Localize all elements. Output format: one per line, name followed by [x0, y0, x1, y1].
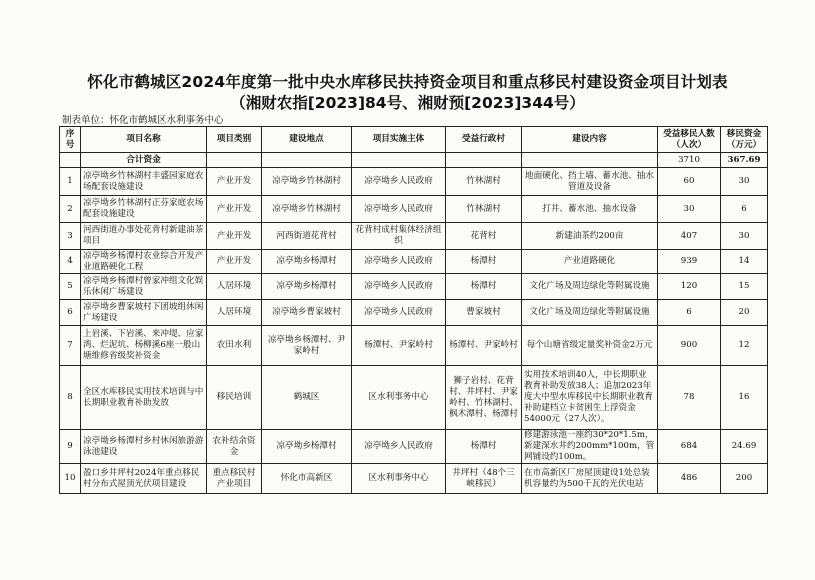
table-row: 5 凉亭坳乡杨潭村曾家冲组文化娱乐休闲广场建设 人居环境 凉亭坳乡杨潭村 凉亭坳乡人民政府 杨潭村 文化广场及周边绿化等附属设施 120 15: [60, 274, 768, 300]
total-row: [60, 153, 768, 168]
total-label: 合计资金: [81, 153, 207, 168]
table-row: 6 凉亭坳乡曹家坡村下团坡组休闲广场建设 人居环境 凉亭坳乡曹家坡村 凉亭坳乡人民政府 曹家坡村 文化广场及周边绿化等附属设施 6 20: [60, 300, 768, 326]
table-row: 7 上岩溪、下岩溪、来冲堤、应家湾、烂泥坑、杨柳溪6座一般山塘维修省级奖补资金 农田水利 凉亭坳乡杨潭村、尹家岭村 杨潭村、尹家岭村 杨潭村、尹家岭村 每个山塘省级定量奖补资金2万元 900 12: [60, 326, 768, 366]
document-title: 怀化市鹤城区2024年度第一批中央水库移民扶持资金项目和重点移民村建设资金项目计划表: [87, 73, 728, 91]
table-body: [60, 168, 768, 494]
table-row: 2 凉亭坳乡竹林湖村正芬家庭农场配套设施建设 产业开发 凉亭坳乡竹林湖村 凉亭坳乡人民政府 竹林湖村 打井、蓄水池、抽水设备 30 6: [60, 196, 768, 223]
header-name: 项目名称: [81, 127, 207, 153]
header-location: 建设地点: [262, 127, 352, 153]
table-row: 8 全区水库移民实用技术培训与中长期职业教育补助发放 移民培训 鹤城区 区水利事务中心 狮子岩村、花背村、井坪村、尹家岭村、竹林湖村、枫木潭村、杨潭村 实用技术培训40人，中长期职业教育补助发放38人；追加2023年度大中型水库移民中长期职业教育补助建档立卡贫困生上浮资金54000元（27人次）。 78 16: [60, 366, 768, 430]
total-funds: 367.69: [721, 153, 768, 168]
header-people: 受益移民人数（人次）: [658, 127, 721, 153]
header-entity: 项目实施主体: [352, 127, 446, 153]
table-row: 3 河西街道办事处花背村新建油茶项目 产业开发 河西街道花背村 花背村成村集体经济组织 花背村 新建油茶约200亩 407 30: [60, 223, 768, 250]
project-table: [59, 126, 768, 494]
header-seq: 序号: [60, 127, 81, 153]
header-funds: 移民资金（万元）: [721, 127, 768, 153]
table-row: 10 盈口乡井坪村2024年重点移民村分布式屋顶光伏项目建设 重点移民村 产业项目 怀化市高新区 区水利事务中心 井坪村（48个三峡移民） 在市高新区厂房屋顶建设1处总装机容量约为500千瓦的光伏电站 486 200: [60, 464, 768, 494]
header-village: 受益行政村: [446, 127, 522, 153]
table-row: 1 凉亭坳乡竹林湖村丰盛园家庭农场配套设施建设 产业开发 凉亭坳乡竹林湖村 凉亭坳乡人民政府 竹林湖村 地面硬化、挡土墙、蓄水池、抽水管道及设备 60 30: [60, 168, 768, 196]
unit-label: 制表单位：怀化市鹤城区水利事务中心: [62, 115, 224, 126]
total-people: 3710: [658, 153, 721, 168]
header-row: [60, 127, 768, 153]
document-subtitle: （湘财农指[2023]84号、湘财预[2023]344号）: [230, 94, 585, 112]
table-row: 9 凉亭坳乡杨潭村乡村休闲旅游游泳池建设 农补结余资金 凉亭坳乡杨潭村 凉亭坳乡人民政府 杨潭村 修建游泳池一座约30*20*1.5m，新建深水井约200mm*100m，管网铺设约100m。 684 24.69: [60, 430, 768, 464]
table-row: 4 凉亭坳乡杨潭村农业综合开发产业道路硬化工程 产业开发 凉亭坳乡杨潭村 凉亭坳乡人民政府 杨潭村 产业道路硬化 939 14: [60, 250, 768, 274]
header-category: 项目类别: [207, 127, 262, 153]
header-content: 建设内容: [522, 127, 658, 153]
